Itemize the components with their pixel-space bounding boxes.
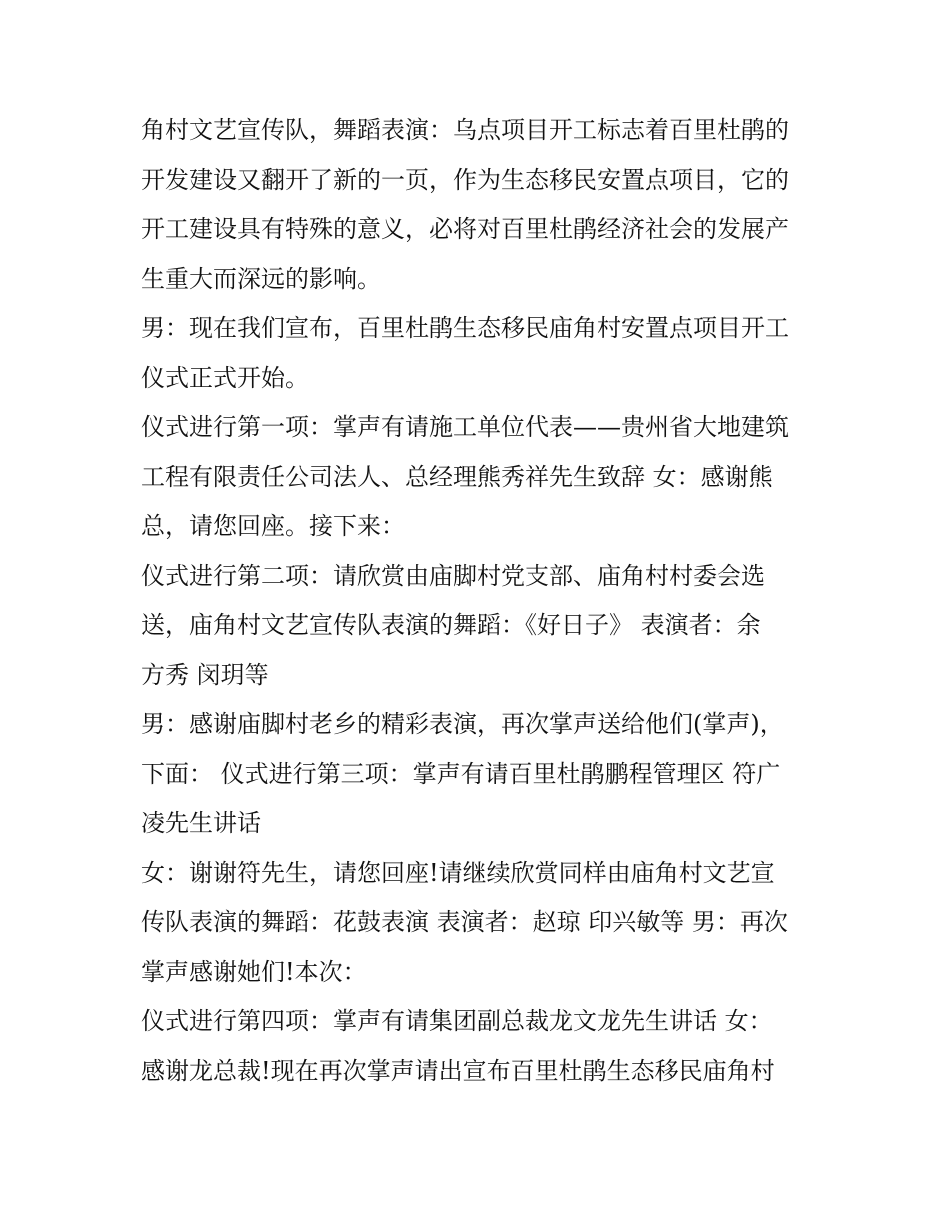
paragraph-drum-performance (141, 849, 831, 998)
text-line: 生重大而深远的影响。 (141, 264, 381, 293)
paragraph-item-three (141, 700, 831, 849)
text-line: 方秀 闵玥等 (141, 660, 269, 689)
text-line: 下面： 仪式进行第三项：掌声有请百里杜鹃鹏程管理区 符广 (141, 759, 781, 788)
text-line: 仪式进行第四项：掌声有请集团副总裁龙文龙先生讲话 女： (141, 1007, 773, 1035)
paragraph-item-one (141, 403, 831, 552)
text-line: 男：感谢庙脚村老乡的精彩表演，再次掌声送给他们(掌声)， (141, 710, 784, 738)
text-line: 角村文艺宣传队，舞蹈表演：乌点项目开工标志着百里杜鹃的 (141, 116, 789, 144)
text-line: 开工建设具有特殊的意义，必将对百里杜鹃经济社会的发展产 (141, 215, 789, 243)
text-line: 传队表演的舞蹈：花鼓表演 表演者：赵琼 印兴敏等 男：再次 (141, 908, 788, 936)
text-line: 男：现在我们宣布，百里杜鹃生态移民庙角村安置点项目开工 (141, 314, 789, 342)
text-line: 仪式进行第二项：请欣赏由庙脚村党支部、庙角村村委会选 (141, 561, 765, 590)
text-line: 开发建设又翻开了新的一页，作为生态移民安置点项目，它的 (141, 165, 789, 194)
text-line: 掌声感谢她们!本次： (141, 957, 367, 986)
paragraph-item-four (141, 997, 831, 1096)
text-line: 仪式进行第一项：掌声有请施工单位代表——贵州省大地建筑 (141, 413, 789, 441)
text-line: 总，请您回座。接下来： (141, 512, 405, 540)
text-line: 工程有限责任公司法人、总经理熊秀祥先生致辞 女：感谢熊 (141, 462, 773, 491)
text-line: 送，庙角村文艺宣传队表演的舞蹈：《好日子》 表演者：余 (141, 611, 761, 639)
text-line: 仪式正式开始。 (141, 363, 309, 392)
text-line: 女：谢谢符先生，请您回座!请继续欣赏同样由庙角村文艺宣 (141, 858, 775, 887)
text-line: 凌先生讲话 (141, 809, 261, 837)
paragraph-project-significance (141, 106, 831, 304)
text-line: 感谢龙总裁!现在再次掌声请出宣布百里杜鹃生态移民庙角村 (141, 1056, 775, 1085)
paragraph-item-two (141, 552, 831, 701)
document-body (141, 106, 831, 1096)
paragraph-ceremony-start (141, 304, 831, 403)
